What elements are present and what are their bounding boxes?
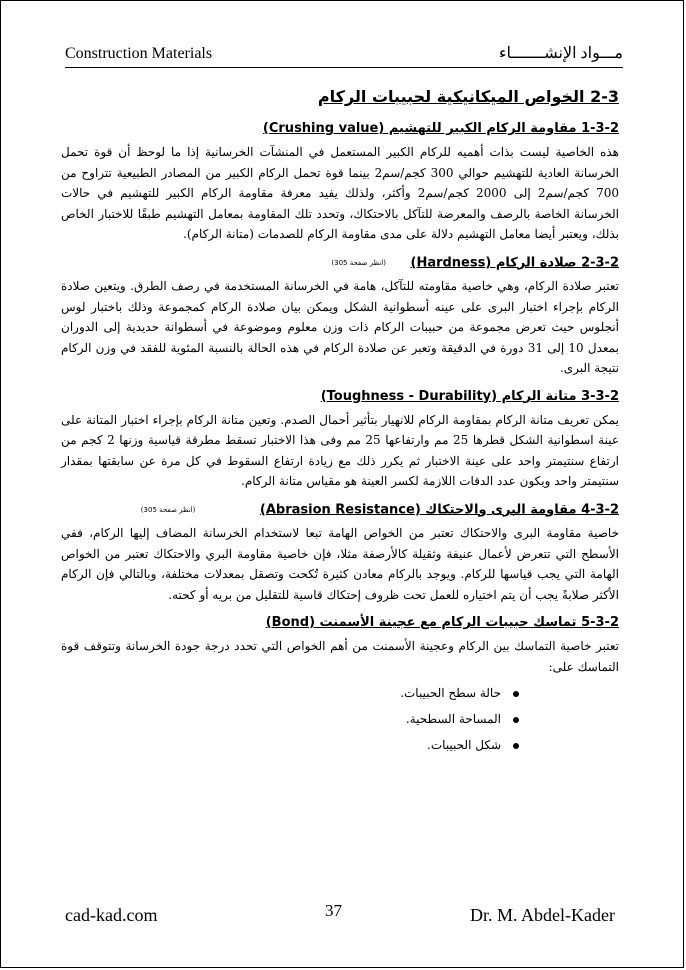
list-item-text: شكل الحبيبات.	[427, 738, 501, 752]
bond-factors-list	[61, 681, 619, 757]
bullet-icon	[513, 743, 519, 749]
list-item-text: المساحة السطحية.	[405, 712, 501, 726]
subsection-heading-bond	[61, 613, 619, 633]
paragraph-crushing: هذه الخاصية ليست بذات أهميه للركام الكبير المستعمل في المنشآت الخرسانية إذا ما لوحظ أن قوة تحمل الخرسانة العادية للتهشيم حوالي 300 كجم/سم2 بينما قوة تحمل الركام الكبير من المصادر الطبيعية تتراوح من 700 كجم/سم2 إلى 2000 كجم/سم2 وأكثر، ولذلك يفيد معرفة مقاومة الركام الكبير للتهشيم في حالات الخرسانة الخاصة بالرصف والمعرضة للتآكل بالاحتكاك، وتحدد تلك المقاومة بمعامل التهشيم طبقًا للاختبار الخاص بذلك، ويعتبر أيضا معامل التهشيم دلالة على مدى مقاومة الركام للصدمات (متانة الركام).	[61, 145, 620, 241]
subsection-heading-text: 1-3-2 مقاومة الركام الكبير للتهشيم (Crushing value)	[262, 121, 619, 136]
page-content	[61, 85, 619, 759]
page-footer	[65, 901, 615, 925]
header-title-english: Construction Materials	[65, 45, 213, 62]
subsection-heading-crushing	[61, 119, 619, 139]
page-number: 37	[325, 901, 342, 920]
footer-author: Dr. M. Abdel-Kader	[470, 905, 615, 925]
page-reference-note: (انظر صفحة 305)	[331, 258, 386, 267]
paragraph-abrasion: خاصية مقاومة البرى والاحتكاك تعتبر من الخواص الهامة تبعا لاستخدام الخرسانة المضاف إليها الركام، ففي الأسطح التي تتعرض لأعمال عنيفة وثقيلة كالأرصفة مثلا، فإن خاصية مقاومة البري والاحتكاك تعتبر من الخواص الهامة التي يجب قياسها للركام. ويوجد بالركام معادن كثيرة تُكحت وتصقل بمعدلات مختلفة، وبالتالي فإن الركام الأكثر صلابةً يجب أن يتم اختياره للعمل تحت ظروف إحتكاك قاسية للتقليل من بريه أو كحته.	[61, 526, 619, 602]
subsection-heading-abrasion	[61, 500, 619, 521]
paragraph-hardness: تعتبر صلادة الركام، وهي خاصية مقاومته للتآكل، هامة في الخرسانة المستخدمة في رصف الطرق. ويتعين صلادة الركام بإجراء اختبار البرى على عينه أسطوانية الشكل ويمكن بيان صلادة الركام كمجموعة وذلك باختبار لوس أنجلوس حيث تعرض مجموعة من حبيبات الركام ذات وزن معلوم وموضوعة في أسطوانة حديدية إلى الدوران بمعدل 10 إلى 31 دورة في الدقيقة وتعبر عن صلادة الركام في هذه الحالة بالنسبة المئوية للفقد في وزن الركام نتيجة البرى.	[61, 279, 620, 375]
list-item-text: حالة سطح الحبيبات.	[400, 686, 501, 700]
section-title: 2-3 الخواص الميكانيكية لحبيبات الركام	[317, 87, 619, 106]
paragraph-toughness: يمكن تعريف متانة الركام بمقاومة الركام للانهيار بتأثير أحمال الصدم. وتعين متانة الركام بإجراء اختبار المتانة على عينة اسطوانية الشكل قطرها 25 مم وارتفاعها 25 مم وفى هذا الاختبار تسقط مطرقة قياسية وزنها 2 كجم من ارتفاع سنتيمتر واحد على عينة الاختبار ثم يكرر ذلك مع زيادة ارتفاع السقوط في كل مرة عن سابقتها بمقدار سنتيمتر واحد ويكون عدد الدقات اللازمة لكسر العينة هو مقياس متانة الركام.	[61, 412, 619, 488]
page-reference-note: (انظر صفحة 305)	[140, 505, 196, 514]
header-title-arabic: مـــواد الإنشـــــــاء	[499, 45, 623, 62]
paragraph-bond: تعتبر خاصية التماسك بين الركام وعجينة الأسمنت من أهم الخواص التي تحدد درجة جودة الخرسانة وتتوقف قوة التماسك على:	[61, 639, 619, 674]
list-item	[61, 681, 519, 705]
subsection-heading-toughness	[61, 387, 619, 407]
list-item	[61, 733, 519, 757]
subsection-heading-text: 5-3-2 تماسك حبيبات الركام مع عجينة الأسمنت (Bond)	[265, 615, 619, 630]
subsection-heading-text: 3-3-2 متانة الركام (Toughness - Durability)	[320, 388, 619, 404]
bullet-icon	[513, 717, 519, 723]
page-header	[65, 41, 623, 68]
subsection-heading-hardness	[61, 253, 619, 274]
footer-website: cad-kad.com	[65, 905, 158, 925]
subsection-heading-text: 4-3-2 مقاومة البرى والاحتكاك (Abrasion Resistance)	[259, 502, 619, 517]
subsection-heading-text: 2-3-2 صلادة الركام (Hardness)	[410, 255, 619, 270]
bullet-icon	[513, 691, 519, 697]
list-item	[61, 707, 519, 731]
